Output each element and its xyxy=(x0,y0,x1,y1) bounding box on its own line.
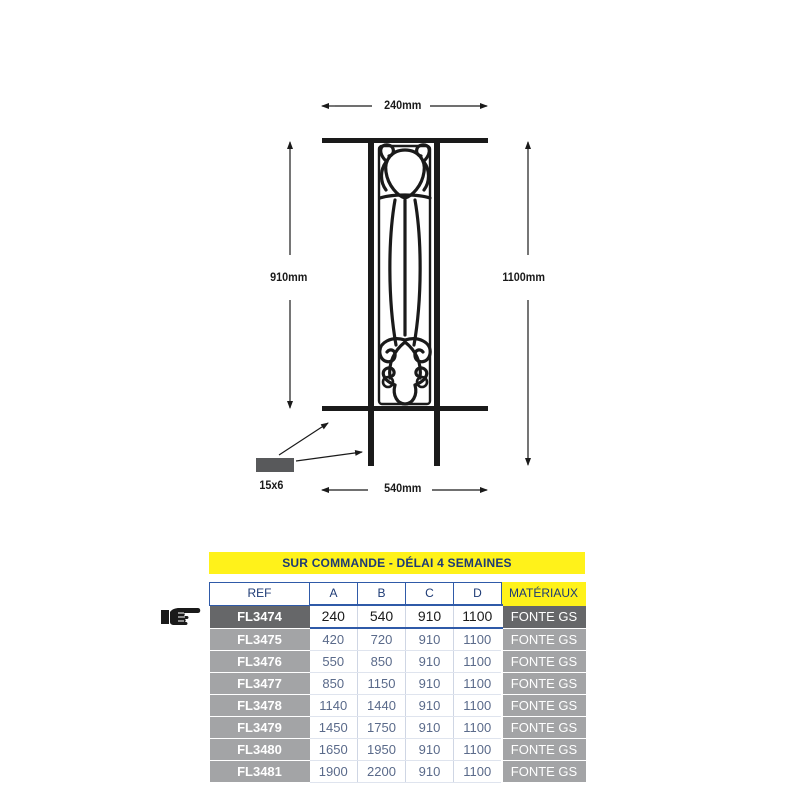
ref-cell: FL3479 xyxy=(210,717,310,739)
value-a: 1450 xyxy=(310,717,358,739)
header-a: A xyxy=(310,583,358,606)
value-d: 1100 xyxy=(454,717,502,739)
order-banner: SUR COMMANDE - DÉLAI 4 SEMAINES xyxy=(209,552,585,574)
table-row xyxy=(210,651,586,673)
table-row xyxy=(210,739,586,761)
material-cell: FONTE GS xyxy=(502,605,586,628)
value-c: 910 xyxy=(406,761,454,783)
table-row xyxy=(210,605,586,628)
value-c: 910 xyxy=(406,673,454,695)
value-c: 910 xyxy=(406,628,454,651)
value-b: 1750 xyxy=(358,717,406,739)
value-b: 1950 xyxy=(358,739,406,761)
table-row xyxy=(210,695,586,717)
header-c: C xyxy=(406,583,454,606)
material-cell: FONTE GS xyxy=(502,628,586,651)
table-row xyxy=(210,761,586,783)
dim-bottom-width: 540mm xyxy=(384,481,422,495)
value-c: 910 xyxy=(406,651,454,673)
value-a: 550 xyxy=(310,651,358,673)
value-a: 1140 xyxy=(310,695,358,717)
value-c: 910 xyxy=(406,605,454,628)
table-row xyxy=(210,628,586,651)
value-d: 1100 xyxy=(454,628,502,651)
table-row xyxy=(210,673,586,695)
table-header-row xyxy=(210,583,586,606)
ref-cell: FL3478 xyxy=(210,695,310,717)
material-cell: FONTE GS xyxy=(502,651,586,673)
material-cell: FONTE GS xyxy=(502,695,586,717)
header-b: B xyxy=(358,583,406,606)
header-d: D xyxy=(454,583,502,606)
value-a: 240 xyxy=(310,605,358,628)
value-b: 850 xyxy=(358,651,406,673)
ref-cell: FL3475 xyxy=(210,628,310,651)
header-ref: REF xyxy=(210,583,310,606)
value-c: 910 xyxy=(406,717,454,739)
dim-right-height: 1100mm xyxy=(502,270,546,284)
table-row xyxy=(210,717,586,739)
material-cell: FONTE GS xyxy=(502,739,586,761)
value-c: 910 xyxy=(406,695,454,717)
value-b: 2200 xyxy=(358,761,406,783)
ref-cell: FL3474 xyxy=(210,605,310,628)
value-d: 1100 xyxy=(454,673,502,695)
value-d: 1100 xyxy=(454,605,502,628)
value-a: 1650 xyxy=(310,739,358,761)
value-b: 1150 xyxy=(358,673,406,695)
value-b: 540 xyxy=(358,605,406,628)
pointing-hand-icon xyxy=(160,604,202,628)
value-a: 1900 xyxy=(310,761,358,783)
dim-left-height: 910mm xyxy=(270,270,308,284)
section-swatch xyxy=(256,458,294,472)
value-b: 720 xyxy=(358,628,406,651)
dim-top-width: 240mm xyxy=(384,98,422,112)
ref-cell: FL3477 xyxy=(210,673,310,695)
value-a: 420 xyxy=(310,628,358,651)
ref-cell: FL3480 xyxy=(210,739,310,761)
material-cell: FONTE GS xyxy=(502,717,586,739)
spec-table xyxy=(209,582,586,783)
railing-scrollwork xyxy=(379,145,430,404)
header-materiaux: MATÉRIAUX xyxy=(502,583,586,606)
ref-cell: FL3481 xyxy=(210,761,310,783)
value-a: 850 xyxy=(310,673,358,695)
material-cell: FONTE GS xyxy=(502,761,586,783)
value-b: 1440 xyxy=(358,695,406,717)
dim-section: 15x6 xyxy=(259,478,284,492)
value-d: 1100 xyxy=(454,761,502,783)
material-cell: FONTE GS xyxy=(502,673,586,695)
value-c: 910 xyxy=(406,739,454,761)
ref-cell: FL3476 xyxy=(210,651,310,673)
value-d: 1100 xyxy=(454,651,502,673)
value-d: 1100 xyxy=(454,695,502,717)
value-d: 1100 xyxy=(454,739,502,761)
